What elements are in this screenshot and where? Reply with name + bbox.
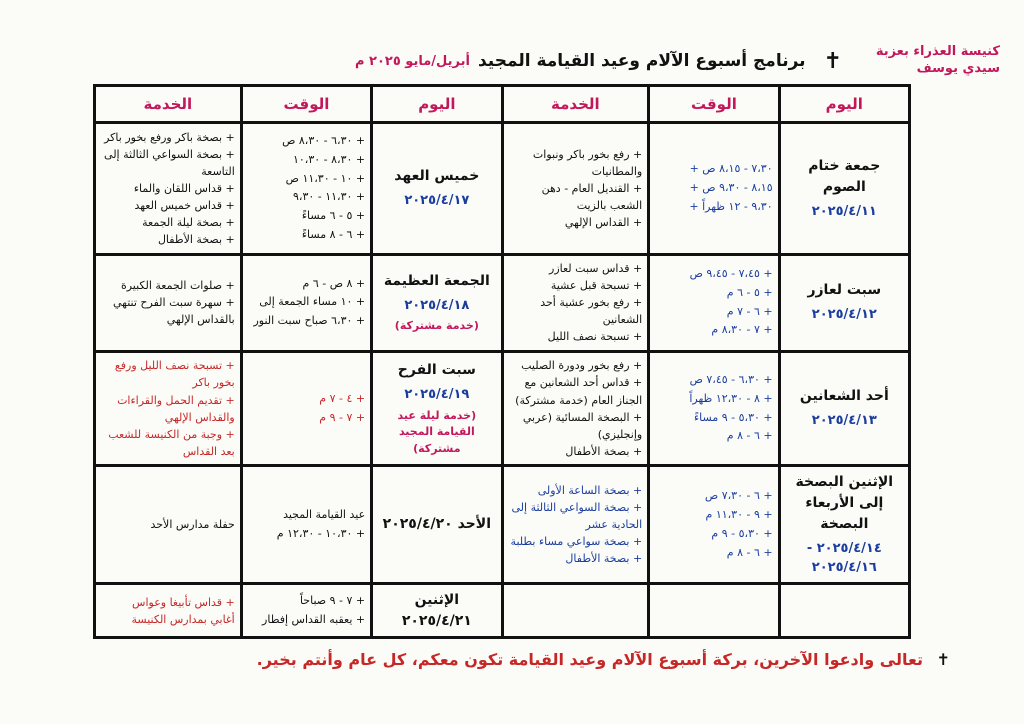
service-cell-line: + القنديل العام - دهن الشعب بالزيت	[541, 181, 643, 212]
time-cell-line: + ٦،٣٠ - ٨،٣٠ ص	[282, 134, 366, 148]
day-date: ٢٠٢٥/٤/١١	[811, 203, 877, 219]
service-cell	[502, 123, 649, 255]
time-cell-line: + ٦ - ٨ م	[726, 545, 773, 559]
day-cell	[779, 466, 909, 584]
service-cell-line: + تسبحة نصف الليل ورفع بخور باكر	[114, 359, 235, 390]
schedule-row	[95, 254, 910, 351]
service-cell-line: + البصخة المسائية (عربي وإنجليزي)	[522, 410, 643, 441]
cross-icon: ✝	[823, 48, 842, 74]
day-note: (خدمة ليلة عيد القيامة المجيد مشتركة)	[397, 408, 477, 455]
time-cell-line: + ٥،٣٠ - ٩ م	[711, 526, 773, 540]
day-name: الإثنين البصخة إلى الأربعاء البصخة	[795, 473, 894, 532]
day-cell	[779, 123, 909, 255]
service-cell	[95, 351, 242, 465]
service-cell	[502, 584, 649, 638]
church-name: كنيسة العذراء بعزبة سيدي يوسف	[875, 44, 1000, 76]
schedule-row	[95, 351, 910, 465]
service-cell-line: + صلوات الجمعة الكبيرة	[120, 279, 235, 293]
day-name: الجمعة العظيمة	[383, 272, 490, 289]
service-cell-line: + تسبحة نصف الليل	[547, 330, 643, 344]
closing-text: تعالى وادعوا الآخرين، بركة أسبوع الآلام وعيد القيامة تكون معكم، كل عام وأنتم بخير.	[256, 650, 924, 669]
schedule-row	[95, 466, 910, 584]
time-cell-line: + ٧ - ٩ صباحاً	[299, 594, 366, 608]
column-header-service: الخدمة	[502, 86, 649, 123]
schedule-row	[95, 123, 910, 255]
time-cell-line: + ٦ - ٧،٣٠ ص	[704, 489, 773, 503]
column-header-time: الوقت	[649, 86, 779, 123]
time-cell	[649, 466, 779, 584]
service-cell	[502, 351, 649, 465]
document-date-range: أبريل/مايو ٢٠٢٥ م	[354, 53, 470, 69]
day-cell	[372, 254, 502, 351]
time-cell-line: + ١٠ مساء الجمعة إلى	[259, 295, 366, 309]
time-cell-line: ٩،٣٠ - ١٢ ظهراً +	[689, 199, 773, 213]
day-date: ٢٠٢٥/٤/١٢	[811, 307, 877, 323]
service-cell-line: + بصخة السواعي الثالثة إلى التاسعة	[104, 147, 235, 178]
service-cell-line: أغابي بمدارس الكنيسة	[131, 612, 235, 626]
service-cell-line: + قداس أحد الشعانين مع الجناز العام (خدمة مشتركة)	[515, 376, 643, 407]
time-cell-line: + ٤ - ٧ م	[319, 391, 366, 405]
day-name: جمعة ختام الصوم	[808, 157, 881, 195]
time-cell	[241, 254, 371, 351]
cross-icon: ✝	[936, 650, 950, 669]
day-name: الإثنين ٢٠٢٥/٤/٢١	[401, 591, 472, 629]
document-title: برنامج أسبوع الآلام وعيد القيامة المجيد	[477, 51, 806, 71]
service-cell-line: + وجبة من الكنيسة للشعب بعد القداس	[108, 427, 235, 458]
time-cell-line: + ٦،٣٠ صباح سبت النور	[253, 314, 366, 328]
day-name: سبت الفرح	[397, 362, 476, 379]
column-header-time: الوقت	[241, 86, 371, 123]
service-cell-line: + قداس تأبيغا وعواس	[132, 595, 235, 609]
service-cell-line: + بصخة الأطفال	[157, 232, 235, 246]
service-cell-line: + قداس خميس العهد	[134, 198, 235, 212]
time-cell-line: + ٦ - ٨ م	[726, 429, 773, 443]
column-header-day: اليوم	[372, 86, 502, 123]
service-cell-line: + بصخة الساعة الأولى	[537, 484, 643, 498]
service-cell-line: + تقديم الحمل والقراءات والقداس الإلهي	[117, 393, 235, 424]
time-cell-line: + ٨ ص - ٦ م	[302, 276, 366, 290]
day-cell	[372, 123, 502, 255]
column-header-day: اليوم	[779, 86, 909, 123]
day-date: ٢٠٢٥/٤/١٤ - ٢٠٢٥/٤/١٦	[806, 540, 882, 576]
service-cell	[95, 254, 242, 351]
day-date: ٢٠٢٥/٤/١٧	[404, 193, 470, 209]
time-cell-line: + ١٠ - ١١،٣٠ ص	[285, 171, 366, 185]
closing-message	[150, 650, 950, 680]
day-note: (خدمة مشتركة)	[394, 319, 479, 333]
time-cell	[241, 123, 371, 255]
service-cell-line: حفلة مدارس الأحد	[150, 518, 235, 532]
time-cell-line: + ٦ - ٨ مساءً	[301, 227, 366, 241]
header-row	[95, 86, 910, 123]
time-cell-line: + ٧،٤٥ - ٩،٤٥ ص	[689, 267, 773, 281]
service-cell-line: + بصخة باكر ورفع بخور باكر	[104, 130, 235, 144]
service-cell-line: + رفع بخور باكر ونبوات والمطانيات	[532, 147, 643, 178]
service-cell	[95, 584, 242, 638]
time-cell	[649, 254, 779, 351]
time-cell-line: + ٦،٣٠ - ٧،٤٥ ص	[689, 373, 773, 387]
day-date: ٢٠٢٥/٤/١٨	[404, 297, 470, 313]
day-cell	[779, 584, 909, 638]
service-cell	[95, 123, 242, 255]
time-cell-line: + ٦ - ٧ م	[726, 304, 773, 318]
service-cell-line: + بصخة الأطفال	[565, 444, 643, 458]
time-cell-line: ٨،١٥ - ٩،٣٠ ص +	[689, 180, 773, 194]
day-cell	[779, 351, 909, 465]
service-cell-line: + بصخة سواعي مساء بطلبة	[510, 535, 643, 549]
day-name: خميس العهد	[394, 168, 480, 185]
service-cell-line: + قداس سبت لعازر	[549, 262, 643, 276]
time-cell-line: ٧،٣٠ - ٨،١٥ ص +	[689, 162, 773, 176]
column-header-service: الخدمة	[95, 86, 242, 123]
time-cell-line: + ٥ - ٦ م	[726, 286, 773, 300]
service-cell-line: + قداس اللقان والماء	[133, 181, 235, 195]
time-cell	[241, 466, 371, 584]
service-cell-line: + سهرة سبت الفرح تنتهي بالقداس الإلهي	[113, 296, 235, 327]
time-cell-line: + ٧ - ٩ م	[319, 410, 366, 424]
service-cell-line: + القداس الإلهي	[564, 215, 643, 229]
service-cell-line: + رفع بخور ودورة الصليب	[521, 359, 643, 373]
time-cell-line: + ٩ - ١١،٣٠ م	[705, 508, 773, 522]
schedule-table	[93, 84, 911, 639]
time-cell-line: + ٨،٣٠ - ١٠،٣٠	[292, 152, 366, 166]
day-cell	[779, 254, 909, 351]
service-cell-line: + بصخة السواعي الثالثة إلى الحادية عشر	[511, 501, 643, 532]
time-cell-line: + ٧ - ٨،٣٠ م	[711, 323, 773, 337]
time-cell-line: + ١٠،٣٠ - ١٢،٣٠ م	[276, 526, 366, 540]
time-cell-line: + ٥،٣٠ - ٩ مساءً	[693, 410, 773, 424]
day-cell	[372, 351, 502, 465]
day-name: سبت لعازر	[807, 282, 882, 299]
time-cell-line: + ٨ - ١٢،٣٠ ظهراً	[689, 391, 773, 405]
time-cell-line: + يعقبه القداس إفطار	[262, 612, 366, 626]
time-cell-line: + ٥ - ٦ مساءً	[301, 209, 366, 222]
time-cell	[649, 351, 779, 465]
time-cell-line: عيد القيامة المجيد	[283, 508, 366, 522]
day-cell	[372, 584, 502, 638]
service-cell-line: + بصخة ليلة الجمعة	[142, 215, 235, 229]
day-cell	[372, 466, 502, 584]
day-date: ٢٠٢٥/٤/١٣	[811, 413, 877, 429]
day-name: الأحد ٢٠٢٥/٤/٢٠	[382, 516, 491, 533]
service-cell	[502, 466, 649, 584]
time-cell	[649, 123, 779, 255]
service-cell	[95, 466, 242, 584]
service-cell-line: + تسبحة قبل عشية	[550, 279, 643, 293]
document-header	[40, 38, 1000, 84]
schedule-row	[95, 584, 910, 638]
time-cell	[241, 351, 371, 465]
day-name: أحد الشعانين	[799, 388, 889, 405]
service-cell-line: + بصخة الأطفال	[565, 552, 643, 566]
day-date: ٢٠٢٥/٤/١٩	[404, 387, 470, 403]
time-cell	[241, 584, 371, 638]
service-cell	[502, 254, 649, 351]
time-cell-line: + ١١،٣٠ - ٩،٣٠	[292, 190, 366, 204]
service-cell-line: + رفع بخور عشية أحد الشعانين	[540, 296, 643, 327]
time-cell	[649, 584, 779, 638]
